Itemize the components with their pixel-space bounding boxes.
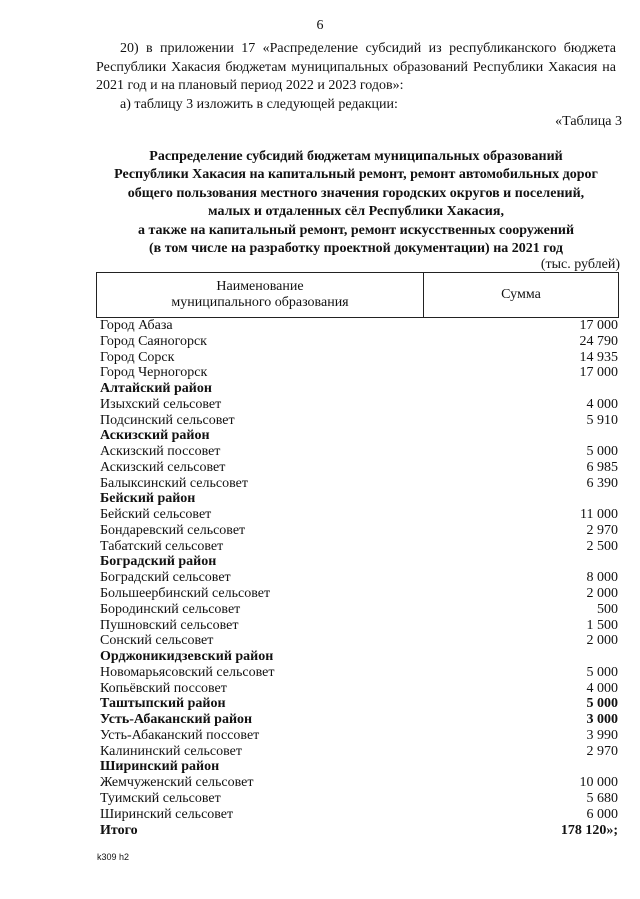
row-value: 1 500	[586, 617, 618, 633]
row-name: Таштыпский район	[100, 696, 226, 712]
table-row	[100, 570, 618, 586]
table-header	[96, 272, 619, 318]
row-value: 5 680	[586, 790, 618, 806]
row-value: 6 000	[586, 806, 618, 822]
table-row	[100, 807, 618, 823]
table-row-district	[100, 491, 618, 507]
row-value: 5 000	[586, 696, 618, 712]
row-name: Пушновский сельсовет	[100, 617, 239, 633]
row-name: Город Черногорск	[100, 365, 208, 381]
row-value: 6 390	[586, 475, 618, 491]
row-value: 4 000	[586, 680, 618, 696]
table-title	[96, 148, 616, 258]
header-name-cell	[97, 273, 424, 317]
table-row	[100, 444, 618, 460]
table-row	[100, 681, 618, 697]
row-value: 2 970	[586, 522, 618, 538]
table-row	[100, 318, 618, 334]
row-value: 3 000	[586, 712, 618, 728]
footer-code: k309 h2	[97, 852, 130, 862]
table-row-district	[100, 554, 618, 570]
table-row	[100, 586, 618, 602]
table-row	[100, 460, 618, 476]
table-row-district	[100, 759, 618, 775]
row-value: 4 000	[586, 396, 618, 412]
page-number: 6	[316, 18, 324, 33]
row-name: Балыксинский сельсовет	[100, 475, 248, 491]
table-row-district	[100, 381, 618, 397]
table-row	[100, 728, 618, 744]
row-name: Аскизский сельсовет	[100, 459, 226, 475]
table-row	[100, 476, 618, 492]
row-name: Подсинский сельсовет	[100, 412, 235, 428]
row-name: Калининский сельсовет	[100, 743, 242, 759]
header-name-line1: Наименование	[216, 279, 304, 294]
row-name: Жемчуженский сельсовет	[100, 775, 254, 791]
table-row	[100, 539, 618, 555]
title-line: а также на капитальный ремонт, ремонт искусственных сооружений	[137, 222, 575, 238]
table-reference: «Таблица 3	[555, 114, 622, 129]
row-value: 14 935	[579, 349, 618, 365]
intro-text	[96, 40, 616, 114]
row-value: 11 000	[580, 507, 618, 523]
table-row	[100, 507, 618, 523]
table-row	[100, 413, 618, 429]
row-value: 10 000	[579, 775, 618, 791]
row-name: Аскизский район	[100, 428, 210, 444]
row-name: Новомарьясовский сельсовет	[100, 664, 275, 680]
row-name: Город Абаза	[100, 318, 173, 333]
row-name: Город Саяногорск	[100, 333, 207, 349]
row-name: Усть-Абаканский поссовет	[100, 727, 260, 743]
row-value: 2 500	[586, 538, 618, 554]
row-value: 5 910	[586, 412, 618, 428]
row-name: Копьёвский поссовет	[100, 680, 227, 696]
row-name: Табатский сельсовет	[100, 538, 224, 554]
row-name: Город Сорск	[100, 349, 175, 365]
title-line: Республики Хакасия на капитальный ремонт, ремонт автомобильных дорог	[114, 167, 598, 183]
row-value: 2 970	[586, 743, 618, 759]
table-row-district	[100, 428, 618, 444]
row-name: Бондаревский сельсовет	[100, 522, 246, 538]
table-row-district	[100, 712, 618, 728]
row-name: Бородинский сельсовет	[100, 601, 241, 617]
row-name: Усть-Абаканский район	[100, 712, 253, 728]
row-name: Боградский район	[100, 554, 217, 570]
row-value: 24 790	[579, 333, 618, 349]
row-value: 500	[597, 601, 618, 617]
row-name: Алтайский район	[100, 381, 212, 397]
header-name-line2: муниципального образования	[171, 295, 349, 310]
table-row	[100, 633, 618, 649]
table-row	[100, 365, 618, 381]
row-name: Итого	[100, 822, 138, 838]
units-label: (тыс. рублей)	[540, 257, 620, 272]
header-sum-cell: Сумма	[501, 287, 541, 302]
title-line: малых и отдаленных сёл Республики Хакасия,	[208, 204, 504, 220]
intro-item-a: а) таблицу 3 изложить в следующей редакции:	[120, 96, 398, 112]
row-name: Бейский сельсовет	[100, 507, 212, 523]
title-line: Распределение субсидий бюджетам муниципальных образований	[149, 149, 563, 164]
row-name: Бейский район	[100, 491, 196, 507]
row-name: Сонский сельсовет	[100, 633, 214, 649]
row-value: 3 990	[586, 727, 618, 743]
table-row-district	[100, 823, 618, 839]
table-row-district	[100, 696, 618, 712]
table-row-district	[100, 649, 618, 665]
row-value: 5 000	[586, 664, 618, 680]
row-name: Орджоникидзевский район	[100, 649, 274, 665]
row-value: 17 000	[579, 318, 618, 333]
row-value: 2 000	[586, 633, 618, 649]
row-value: 6 985	[586, 459, 618, 475]
table-row	[100, 397, 618, 413]
table-row	[100, 602, 618, 618]
table-row	[100, 350, 618, 366]
row-name: Ширинский район	[100, 759, 220, 775]
row-value: 8 000	[586, 570, 618, 586]
row-value: 5 000	[586, 444, 618, 460]
table-row	[100, 523, 618, 539]
row-value: 17 000	[579, 365, 618, 381]
row-name: Туимский сельсовет	[100, 790, 221, 806]
row-name: Боградский сельсовет	[100, 570, 231, 586]
row-value: 178 120»;	[560, 822, 618, 838]
table-row	[100, 744, 618, 760]
table-row	[100, 334, 618, 350]
title-line: общего пользования местного значения городских округов и поселений,	[127, 185, 585, 201]
row-name: Большеербинский сельсовет	[100, 586, 271, 602]
table-row	[100, 665, 618, 681]
table-row	[100, 775, 618, 791]
title-line: (в том числе на разработку проектной документации) на 2021 год	[149, 241, 563, 257]
table-row	[100, 791, 618, 807]
row-value: 2 000	[586, 586, 618, 602]
row-name: Изыхский сельсовет	[100, 396, 222, 412]
table-body	[100, 318, 618, 838]
row-name: Аскизский поссовет	[100, 444, 221, 460]
intro-paragraph: 20) в приложении 17 «Распределение субсидий из республиканского бюджета Республики Хакасия бюджетам муниципальных образований Республики Хакасия на 2021 год и на плановый период 2022 и 2023 годов»:	[96, 41, 616, 93]
table-row	[100, 618, 618, 634]
row-name: Ширинский сельсовет	[100, 806, 234, 822]
